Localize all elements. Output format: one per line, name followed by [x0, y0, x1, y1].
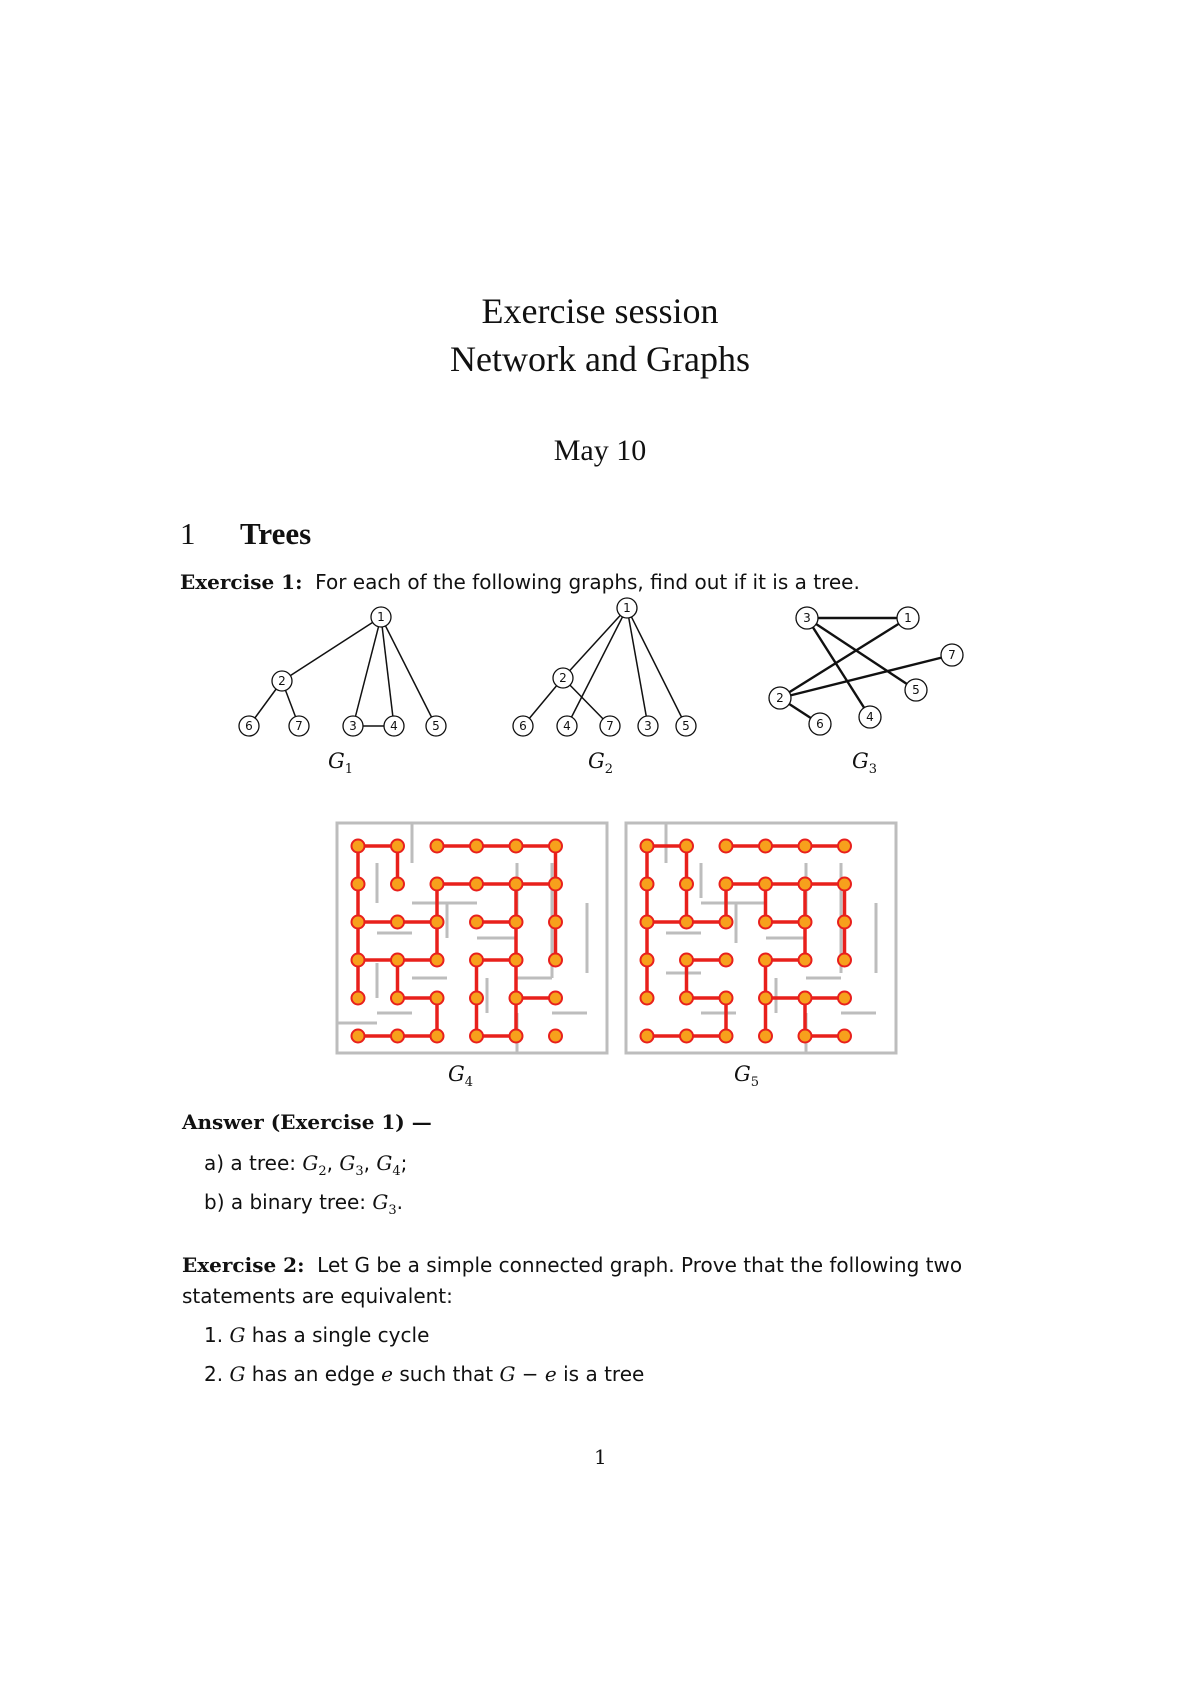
maze-vertex: [641, 916, 654, 929]
maze-vertex: [431, 916, 444, 929]
g3-node-label: 6: [816, 717, 824, 731]
g5-caption: $G_5$: [734, 1062, 760, 1091]
g4-maze: [337, 823, 607, 1053]
g2-node-label: 5: [682, 719, 690, 733]
maze-vertex: [470, 878, 483, 891]
g2-node-label: 3: [644, 719, 652, 733]
title-line-2: Network and Graphs: [450, 339, 750, 379]
maze-border: [337, 823, 607, 1053]
exercise-2-item-2: 2. G has an edge e such that G − e is a tree: [204, 1362, 645, 1386]
maze-vertex: [391, 954, 404, 967]
g1-node-label: 3: [349, 719, 357, 733]
exercise-2-label: Exercise 2:: [182, 1253, 305, 1277]
answer-1-heading: Answer (Exercise 1) —: [182, 1110, 432, 1134]
maze-vertex: [549, 1030, 562, 1043]
g3-node-label: 3: [803, 611, 811, 625]
maze-vertex: [838, 840, 851, 853]
maze-vertex: [470, 840, 483, 853]
g3-caption: $G_3$: [852, 749, 878, 778]
maze-vertex: [549, 992, 562, 1005]
maze-vertex: [431, 954, 444, 967]
maze-vertex: [799, 878, 812, 891]
maze-vertex: [470, 992, 483, 1005]
maze-vertex: [720, 1030, 733, 1043]
g1-node-label: 1: [377, 610, 385, 624]
g1-node-label: 6: [245, 719, 253, 733]
maze-vertex: [510, 1030, 523, 1043]
title-line-1: Exercise session: [481, 291, 719, 331]
maze-vertex: [641, 954, 654, 967]
answer-1-b: b) a binary tree: $G_3$.: [204, 1190, 404, 1218]
maze-vertex: [720, 954, 733, 967]
section-number: 1: [180, 516, 196, 551]
maze-vertex: [838, 954, 851, 967]
maze-vertex: [680, 954, 693, 967]
g1-node-label: 2: [278, 674, 286, 688]
exercise-1-text: For each of the following graphs, find out if it is a tree.: [315, 570, 860, 594]
maze-vertex: [720, 878, 733, 891]
g1-node-label: 4: [390, 719, 398, 733]
date: May 10: [553, 434, 647, 467]
maze-vertex: [838, 916, 851, 929]
maze-vertex: [680, 1030, 693, 1043]
g3-node-label: 2: [776, 691, 784, 705]
maze-vertex: [431, 1030, 444, 1043]
g3-node-label: 7: [948, 648, 956, 662]
maze-vertex: [470, 954, 483, 967]
g1-node-label: 7: [295, 719, 303, 733]
maze-vertex: [838, 878, 851, 891]
g2-node-label: 4: [563, 719, 571, 733]
maze-vertex: [510, 916, 523, 929]
g3-node-label: 5: [912, 683, 920, 697]
maze-vertex: [391, 878, 404, 891]
maze-vertex: [352, 878, 365, 891]
g4-caption: $G_4$: [448, 1062, 474, 1091]
g3-node-label: 1: [904, 611, 912, 625]
g3-node-label: 4: [866, 710, 874, 724]
answer-1-a: a) a tree: $G_2$, $G_3$, $G_4$;: [204, 1151, 408, 1179]
maze-vertex: [510, 992, 523, 1005]
maze-vertex: [352, 954, 365, 967]
maze-vertex: [720, 840, 733, 853]
g2-node-label: 7: [606, 719, 614, 733]
maze-vertex: [641, 1030, 654, 1043]
maze-vertex: [799, 954, 812, 967]
exercise-2-line-2: statements are equivalent:: [182, 1284, 453, 1308]
maze-vertex: [680, 916, 693, 929]
maze-vertex: [352, 992, 365, 1005]
g1-caption: $G_1$: [328, 749, 354, 778]
exercise-2-item-1: 1. G has a single cycle: [204, 1323, 430, 1347]
maze-vertex: [549, 878, 562, 891]
maze-vertex: [431, 992, 444, 1005]
maze-vertex: [799, 840, 812, 853]
maze-vertex: [759, 916, 772, 929]
maze-vertex: [680, 878, 693, 891]
g2-node-label: 6: [519, 719, 527, 733]
maze-vertex: [549, 916, 562, 929]
maze-vertex: [352, 1030, 365, 1043]
page-number: 1: [594, 1445, 607, 1469]
exercise-2-line-1: Exercise 2: Let G be a simple connected graph. Prove that the following two: [182, 1253, 963, 1277]
section-title: Trees: [240, 516, 312, 551]
maze-vertex: [641, 840, 654, 853]
maze-vertex: [549, 840, 562, 853]
maze-vertex: [680, 992, 693, 1005]
g2-caption: $G_2$: [588, 749, 614, 778]
maze-vertex: [431, 878, 444, 891]
maze-vertex: [759, 992, 772, 1005]
maze-vertex: [720, 916, 733, 929]
maze-vertex: [510, 840, 523, 853]
maze-vertex: [799, 916, 812, 929]
maze-vertex: [431, 840, 444, 853]
maze-vertex: [470, 1030, 483, 1043]
maze-vertex: [391, 992, 404, 1005]
maze-vertex: [510, 954, 523, 967]
maze-vertex: [759, 1030, 772, 1043]
maze-vertex: [720, 992, 733, 1005]
maze-vertex: [549, 954, 562, 967]
maze-vertex: [391, 840, 404, 853]
maze-vertex: [799, 992, 812, 1005]
g5-maze: [626, 823, 896, 1053]
maze-vertex: [799, 1030, 812, 1043]
maze-vertex: [352, 840, 365, 853]
maze-vertex: [680, 840, 693, 853]
maze-vertex: [759, 878, 772, 891]
maze-vertex: [838, 1030, 851, 1043]
maze-vertex: [510, 878, 523, 891]
maze-vertex: [759, 954, 772, 967]
maze-vertex: [838, 992, 851, 1005]
g2-node-label: 2: [559, 671, 567, 685]
maze-vertex: [641, 992, 654, 1005]
maze-vertex: [352, 916, 365, 929]
maze-vertex: [470, 916, 483, 929]
maze-vertex: [759, 840, 772, 853]
maze-vertex: [391, 1030, 404, 1043]
exercise-1-label: Exercise 1:: [180, 570, 303, 594]
maze-vertex: [391, 916, 404, 929]
g2-node-label: 1: [623, 601, 631, 615]
maze-vertex: [641, 878, 654, 891]
g1-node-label: 5: [432, 719, 440, 733]
